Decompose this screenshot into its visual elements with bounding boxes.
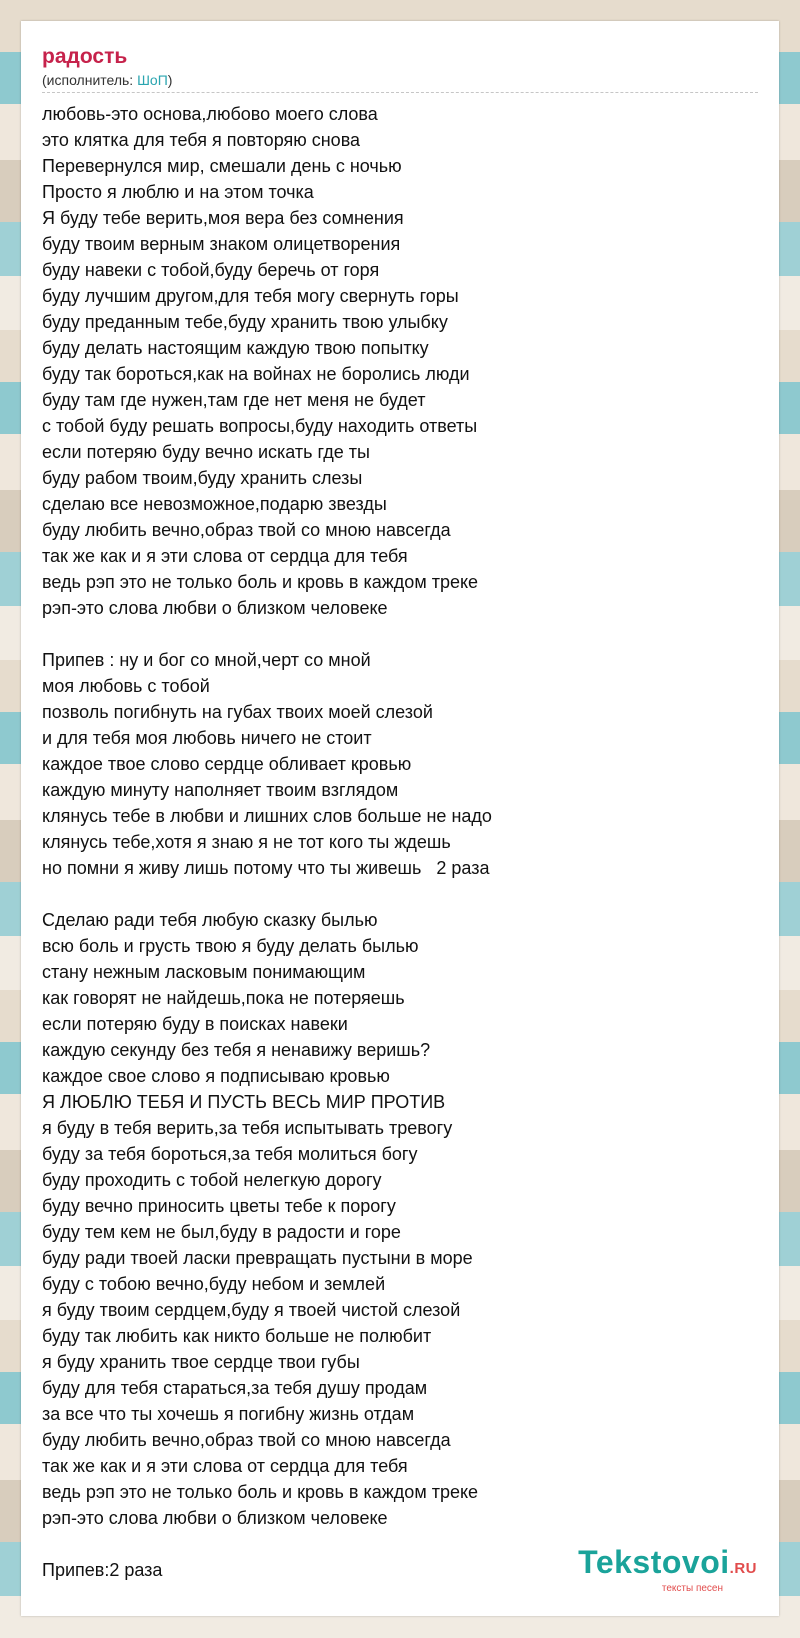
logo-wordmark (578, 1546, 757, 1585)
lyrics-text: любовь-это основа,любово моего слова это клятка для тебя я повторяю снова Перевернулся мир, смешали день с ночью Просто я люблю и на этом точка Я буду тебе верить,моя вера без сомнения буду твоим верным знаком олицетворения буду навеки с тобой,буду беречь от горя буду лучшим другом,для тебя могу свернуть горы буду преданным тебе,буду хранить твою улыбку буду делать настоящим каждую твою попытку буду так бороться,как на войнах не боролись люди буду там где нужен,там где нет меня не будет с тобой буду решать вопросы,буду находить ответы если потеряю буду вечно искать где ты буду рабом твоим,буду хранить слезы сделаю все невозможное,подарю звезды буду любить вечно,образ твой со мною навсегда так же как и я эти слова от сердца для тебя ведь рэп это не только боль и кровь в каждом треке рэп-это слова любви о близком человеке Припев : ну и бог со мной,черт со мной моя любовь с тобой позволь погибнуть на губах твоих моей слезой и для тебя моя любовь ничего не стоит каждое твое слово сердце обливает кровью каждую минуту наполняет твоим взглядом клянусь тебе в любви и лишних слов больше не надо клянусь тебе,хотя я знаю я не тот кого ты ждешь но помни я живу лишь потому что ты живешь 2 раза Сделаю ради тебя любую сказку былью всю боль и грусть твою я буду делать былью стану нежным ласковым понимающим как говорят не найдешь,пока не потеряешь если потеряю буду в поисках навеки каждую секунду без тебя я ненавижу веришь? каждое свое слово я подписываю кровью Я ЛЮБЛЮ ТЕБЯ И ПУСТЬ ВЕСЬ МИР ПРОТИВ я буду в тебя верить,за тебя испытывать тревогу буду за тебя бороться,за тебя молиться богу буду проходить с тобой нелегкую дорогу буду вечно приносить цветы тебе к порогу буду тем кем не был,буду в радости и горе буду ради твоей ласки превращать пустыни в море буду с тобою вечно,буду небом и землей я буду твоим сердцем,буду я твоей чистой слезой буду так любить как никто больше не полюбит я буду хранить твое сердце твои губы буду для тебя стараться,за тебя душу продам за все что ты хочешь я погибну жизнь отдам буду любить вечно,образ твой со мною навсегда так же как и я эти слова от сердца для тебя ведь рэп это не только боль и кровь в каждом треке рэп-это слова любви о близком человеке Припев:2 раза (42, 104, 492, 1580)
song-title: радость (42, 45, 128, 68)
logo-tagline: тексты песен (661, 1583, 723, 1594)
logo-name: Tekstovoi (578, 1544, 730, 1580)
performer-link[interactable]: ШоП (137, 72, 168, 88)
site-logo[interactable] (578, 1546, 757, 1594)
performer-line (42, 70, 758, 90)
logo-tld: .RU (729, 1560, 757, 1577)
performer-prefix: (исполнитель: (42, 72, 138, 88)
song-header (42, 44, 758, 93)
performer-suffix: ) (167, 72, 173, 88)
lyrics-card (21, 21, 779, 1616)
